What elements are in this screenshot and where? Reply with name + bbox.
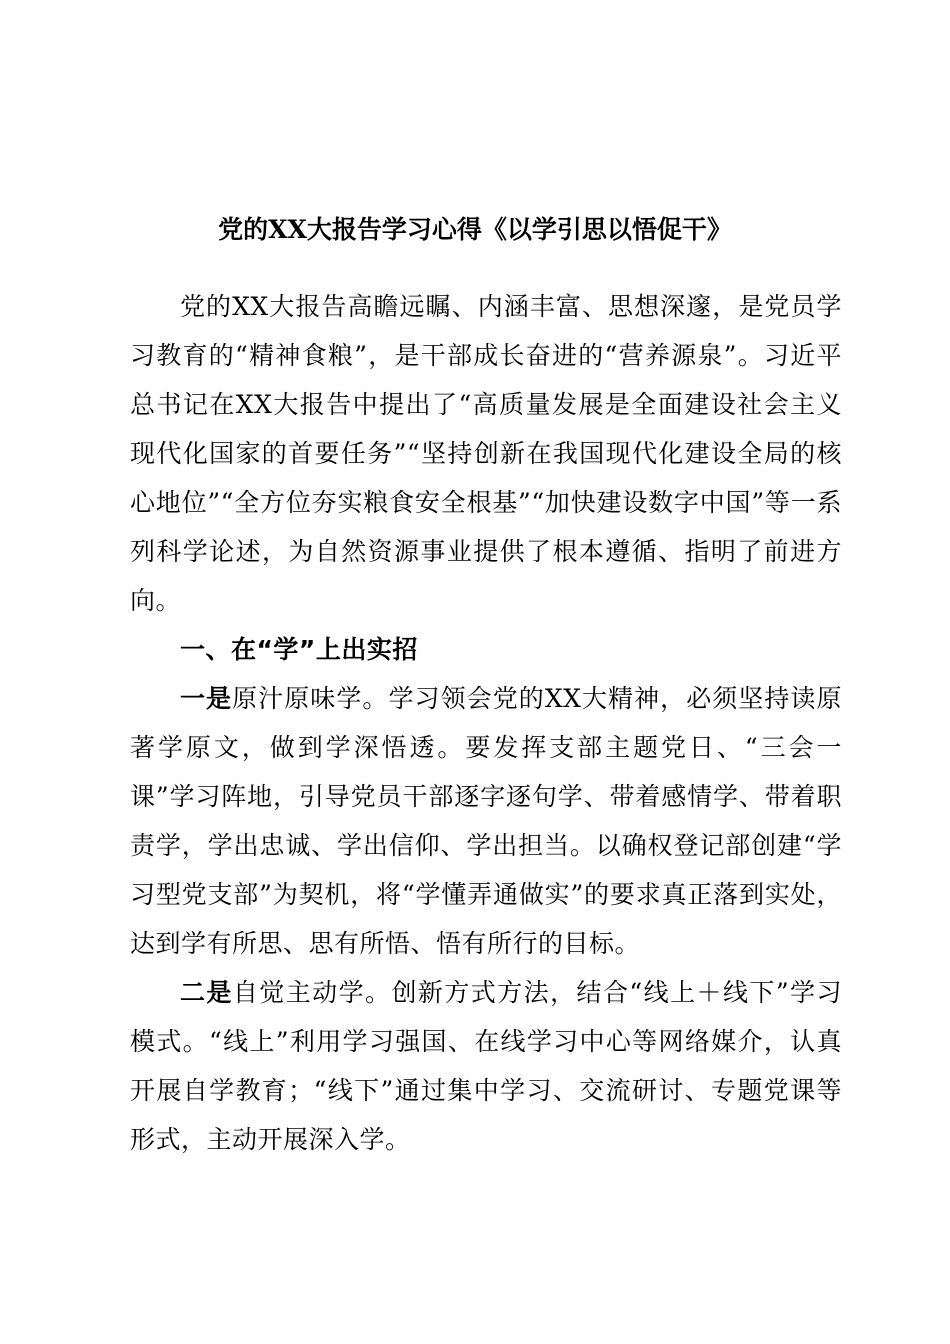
paragraph-1 [130, 674, 842, 968]
paragraph-1-lead: 一是 [180, 684, 233, 713]
document-title: 党的XX大报告学习心得《以学引思以悟促干》 [218, 215, 732, 244]
intro-paragraph: 党的XX大报告高瞻远瞩、内涵丰富、思想深邃，是党员学习教育的“精神食粮”，是干部成长奋进的“营养源泉”。习近平总书记在XX大报告中提出了“高质量发展是全面建设社会主义现代化国家的首要任务”“坚持创新在我国现代化建设全局的核心地位”“全方位夯实粮食安全根基”“加快建设数字中国”等一系列科学论述，为自然资源事业提供了根本遵循、指明了前进方向。 [130, 292, 842, 615]
section-heading: 一、在“学”上出实招 [180, 635, 418, 664]
paragraph-2 [130, 968, 842, 1164]
paragraph-2-text: 自觉主动学。创新方式方法，结合“线上＋线下”学习模式。“线上”利用学习强国、在线学习中心等网络媒介，认真开展自学教育；“线下”通过集中学习、交流研讨、专题党课等形式，主动开展深入学。 [130, 978, 842, 1154]
document-body [130, 282, 842, 1164]
paragraph-1-text: 原汁原味学。学习领会党的XX大精神，必须坚持读原著学原文，做到学深悟透。要发挥支部主题党日、“三会一课”学习阵地，引导党员干部逐字逐句学、带着感情学、带着职责学，学出忠诚、学出信仰、学出担当。以确权登记部创建“学习型党支部”为契机，将“学懂弄通做实”的要求真正落到实处，达到学有所思、思有所悟、悟有所行的目标。 [130, 684, 842, 958]
paragraph-2-lead: 二是 [180, 978, 233, 1007]
